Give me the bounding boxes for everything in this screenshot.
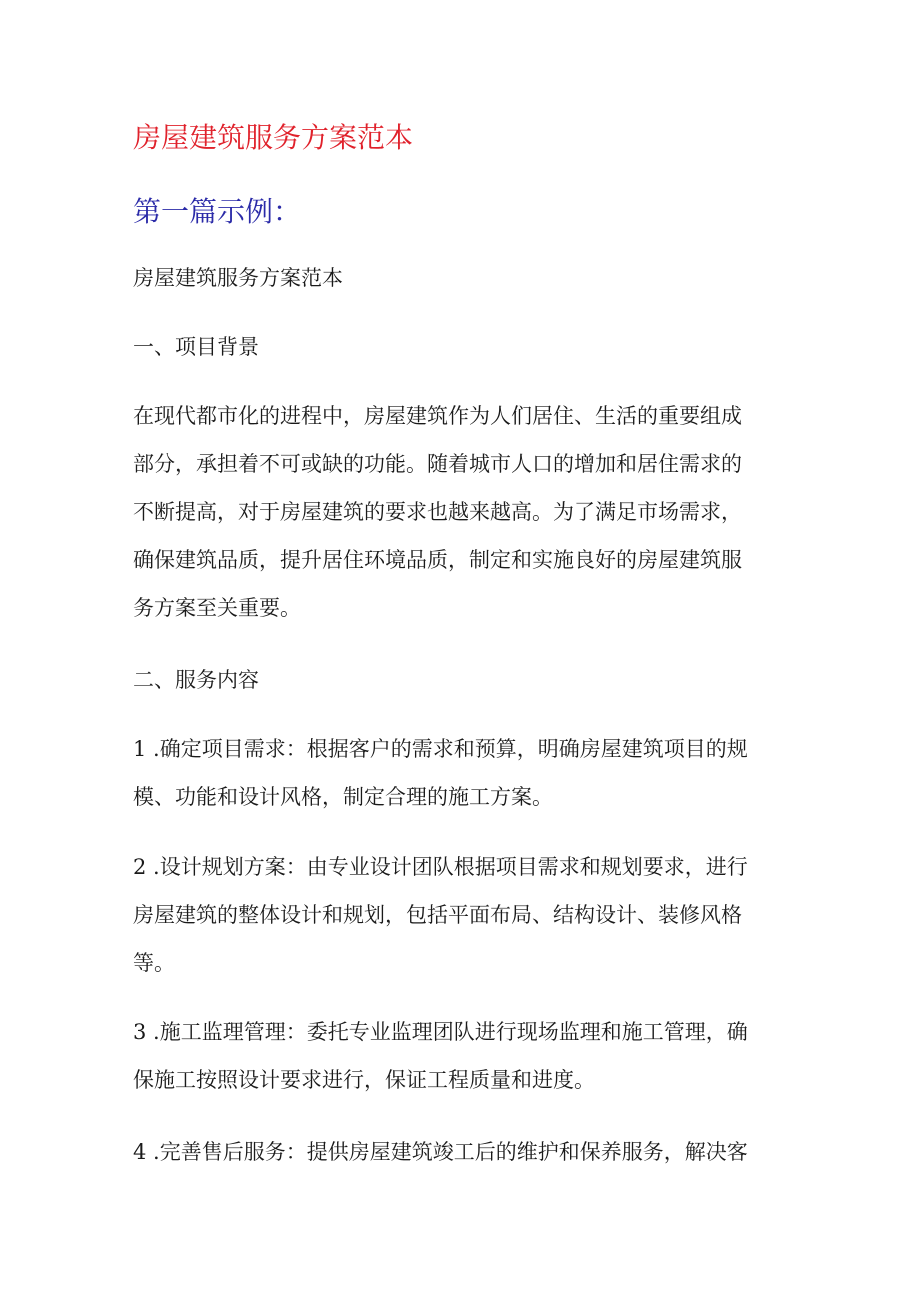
paragraph-line: 不断提高，对于房屋建筑的要求也越来越高。为了满足市场需求，	[133, 500, 742, 524]
example-heading: 第一篇示例：	[133, 195, 302, 228]
paragraph-line: 等。	[133, 951, 175, 975]
paragraph-line: 模、功能和设计风格，制定合理的施工方案。	[133, 785, 553, 809]
service-item-4	[133, 1128, 783, 1176]
service-item-1	[133, 725, 783, 821]
paragraph-line: 务方案至关重要。	[133, 596, 301, 620]
section-heading-background: 一、项目背景	[133, 335, 259, 359]
paragraph-line: 保施工按照设计要求进行，保证工程质量和进度。	[133, 1068, 595, 1092]
paragraph-line: 3 .施工监理管理：委托专业监理团队进行现场监理和施工管理，确	[133, 1020, 748, 1044]
background-paragraph	[133, 392, 783, 632]
paragraph-line: 在现代都市化的进程中，房屋建筑作为人们居住、生活的重要组成	[133, 404, 742, 428]
paragraph-line: 4 .完善售后服务：提供房屋建筑竣工后的维护和保养服务，解决客	[133, 1140, 748, 1164]
paragraph-line: 房屋建筑的整体设计和规划，包括平面布局、结构设计、装修风格	[133, 903, 742, 927]
document-title: 房屋建筑服务方案范本	[133, 121, 414, 154]
section-heading-services: 二、服务内容	[133, 668, 259, 692]
paragraph-line: 部分，承担着不可或缺的功能。随着城市人口的增加和居住需求的	[133, 452, 742, 476]
paragraph-line: 确保建筑品质，提升居住环境品质，制定和实施良好的房屋建筑服	[133, 548, 742, 572]
service-item-3	[133, 1008, 783, 1104]
document-subtitle: 房屋建筑服务方案范本	[133, 266, 343, 290]
service-item-2	[133, 843, 783, 987]
paragraph-line: 1 .确定项目需求：根据客户的需求和预算，明确房屋建筑项目的规	[133, 737, 748, 761]
paragraph-line: 2 .设计规划方案：由专业设计团队根据项目需求和规划要求，进行	[133, 855, 748, 879]
